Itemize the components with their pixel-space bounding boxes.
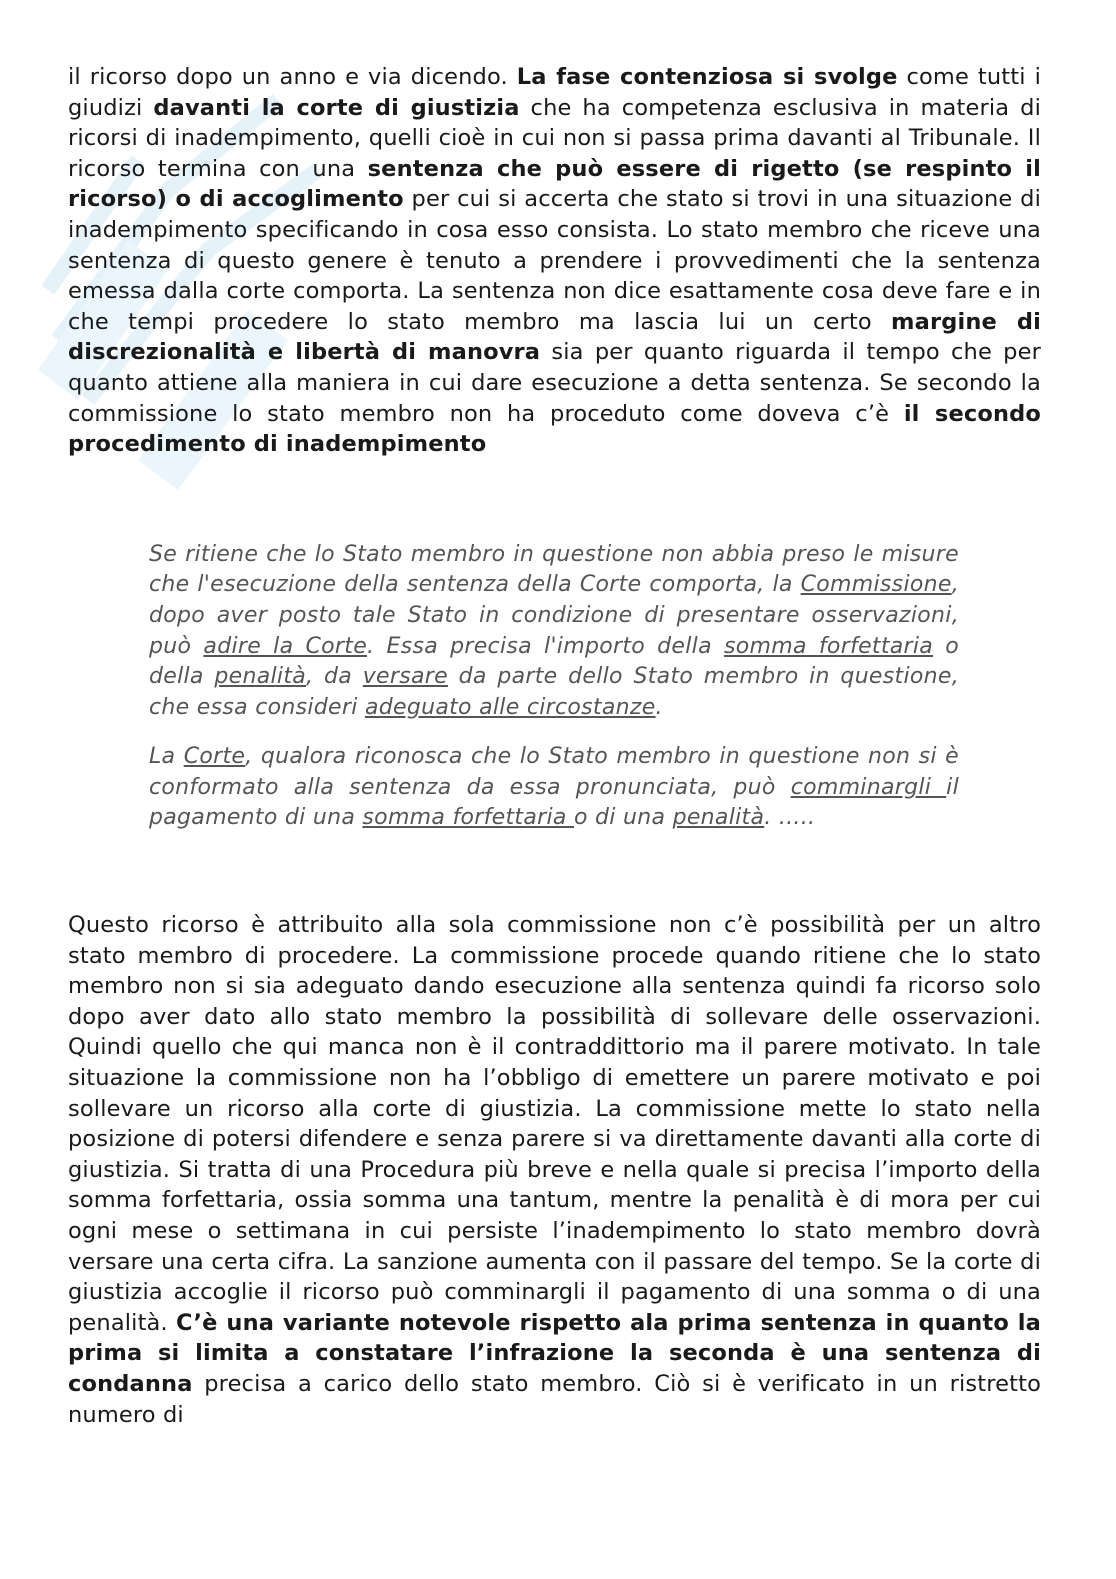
- paragraph-1: il ricorso dopo un anno e via dicendo. La fase contenziosa si svolge come tutti i giudizi davanti la corte di giustizia che ha competenza esclusiva in materia di ricorsi di inadempimento, quelli cioè in cui non si passa prima davanti al Tribunale. Il ricorso termina con una sentenza che può essere di rigetto (se respinto il ricorso) o di accoglimento per cui si accerta che stato si trovi in una situazione di inadempimento specificando in cosa esso consista. Lo stato membro che riceve una sentenza di questo genere è tenuto a prendere i provvedimenti che la sentenza emessa dalla corte comporta. La sentenza non dice esattamente cosa deve fare e in che tempi procedere lo stato membro ma lascia lui un certo margine di discrezionalità e libertà di manovra sia per quanto riguarda il tempo che per quanto attiene alla maniera in cui dare esecuzione a detta sentenza. Se secondo la commissione lo stato membro non ha proceduto come doveva c’è il secondo procedimento di inadempimento: [68, 64, 1042, 458]
- bold-phrase: il secondo procedimento di inadempimento: [68, 400, 1041, 458]
- underlined-term: penalità: [672, 805, 765, 831]
- quote-paragraph-1: Se ritiene che lo Stato membro in questione non abbia preso le misure che l'esecuzione della sentenza della Corte comporta, la Commissione, dopo aver posto tale Stato in condizione di presentare osservazioni, può adire la Corte. Essa precisa l'importo della somma forfettaria o della penalità, da versare da parte dello Stato membro in questione, che essa consideri adeguato alle circostanze.: [149, 541, 960, 720]
- quoted-article: [149, 540, 959, 834]
- underlined-term: somma forfettaria: [723, 633, 934, 659]
- underlined-term: adeguato alle circostanze: [364, 694, 656, 720]
- underlined-term: somma forfettaria: [362, 805, 574, 831]
- bold-phrase: C’è una variante notevole rispetto ala prima sentenza in quanto la prima si limita a constatare l’infrazione la seconda è una sentenza di condanna: [68, 1309, 1041, 1397]
- spacer: [68, 834, 1041, 910]
- underlined-term: versare: [362, 664, 448, 690]
- quote-paragraph-2: La Corte, qualora riconosca che lo Stato membro in questione non si è conformato alla sentenza da essa pronunciata, può comminargli il pagamento di una somma forfettaria o di una penalità. .....: [149, 744, 959, 831]
- bold-phrase: La fase contenziosa si svolge: [516, 64, 898, 90]
- underlined-term: adire la Corte: [203, 633, 368, 659]
- underlined-term: Commissione: [800, 572, 952, 598]
- page-content: [68, 62, 1041, 1430]
- underlined-term: penalità: [214, 664, 307, 690]
- underlined-term: Corte: [183, 744, 246, 770]
- paragraph-2: Questo ricorso è attribuito alla sola commissione non c’è possibilità per un altro stato membro di procedere. La commissione procede quando ritiene che lo stato membro non si sia adeguato dando esecuzione alla sentenza quindi fa ricorso solo dopo aver dato allo stato membro la possibilità di sollevare delle osservazioni. Quindi quello che qui manca non è il contraddittorio ma il parere motivato. In tale situazione la commissione non ha l’obbligo di emettere un parere motivato e poi sollevare un ricorso alla corte di giustizia. La commissione mette lo stato nella posizione di potersi difendere e senza parere si va direttamente davanti alla corte di giustizia. Si tratta di una Procedura più breve e nella quale si precisa l’importo della somma forfettaria, ossia somma una tantum, mentre la penalità è di mora per cui ogni mese o settimana in cui persiste l’inadempimento lo stato membro dovrà versare una certa cifra. La sanzione aumenta con il passare del tempo. Se la corte di giustizia accoglie il ricorso può comminargli il pagamento di una somma o di una penalità. C’è una variante notevole rispetto ala prima sentenza in quanto la prima si limita a constatare l’infrazione la seconda è una sentenza di condanna precisa a carico dello stato membro. Ciò si è verificato in un ristretto numero di: [68, 912, 1041, 1428]
- underlined-term: comminargli: [790, 774, 947, 800]
- bold-phrase: davanti la corte di giustizia: [153, 94, 520, 121]
- bold-phrase: margine di discrezionalità e libertà di manovra: [68, 308, 1041, 366]
- bold-phrase: sentenza che può essere di rigetto (se respinto il ricorso) o di accoglimento: [68, 155, 1041, 213]
